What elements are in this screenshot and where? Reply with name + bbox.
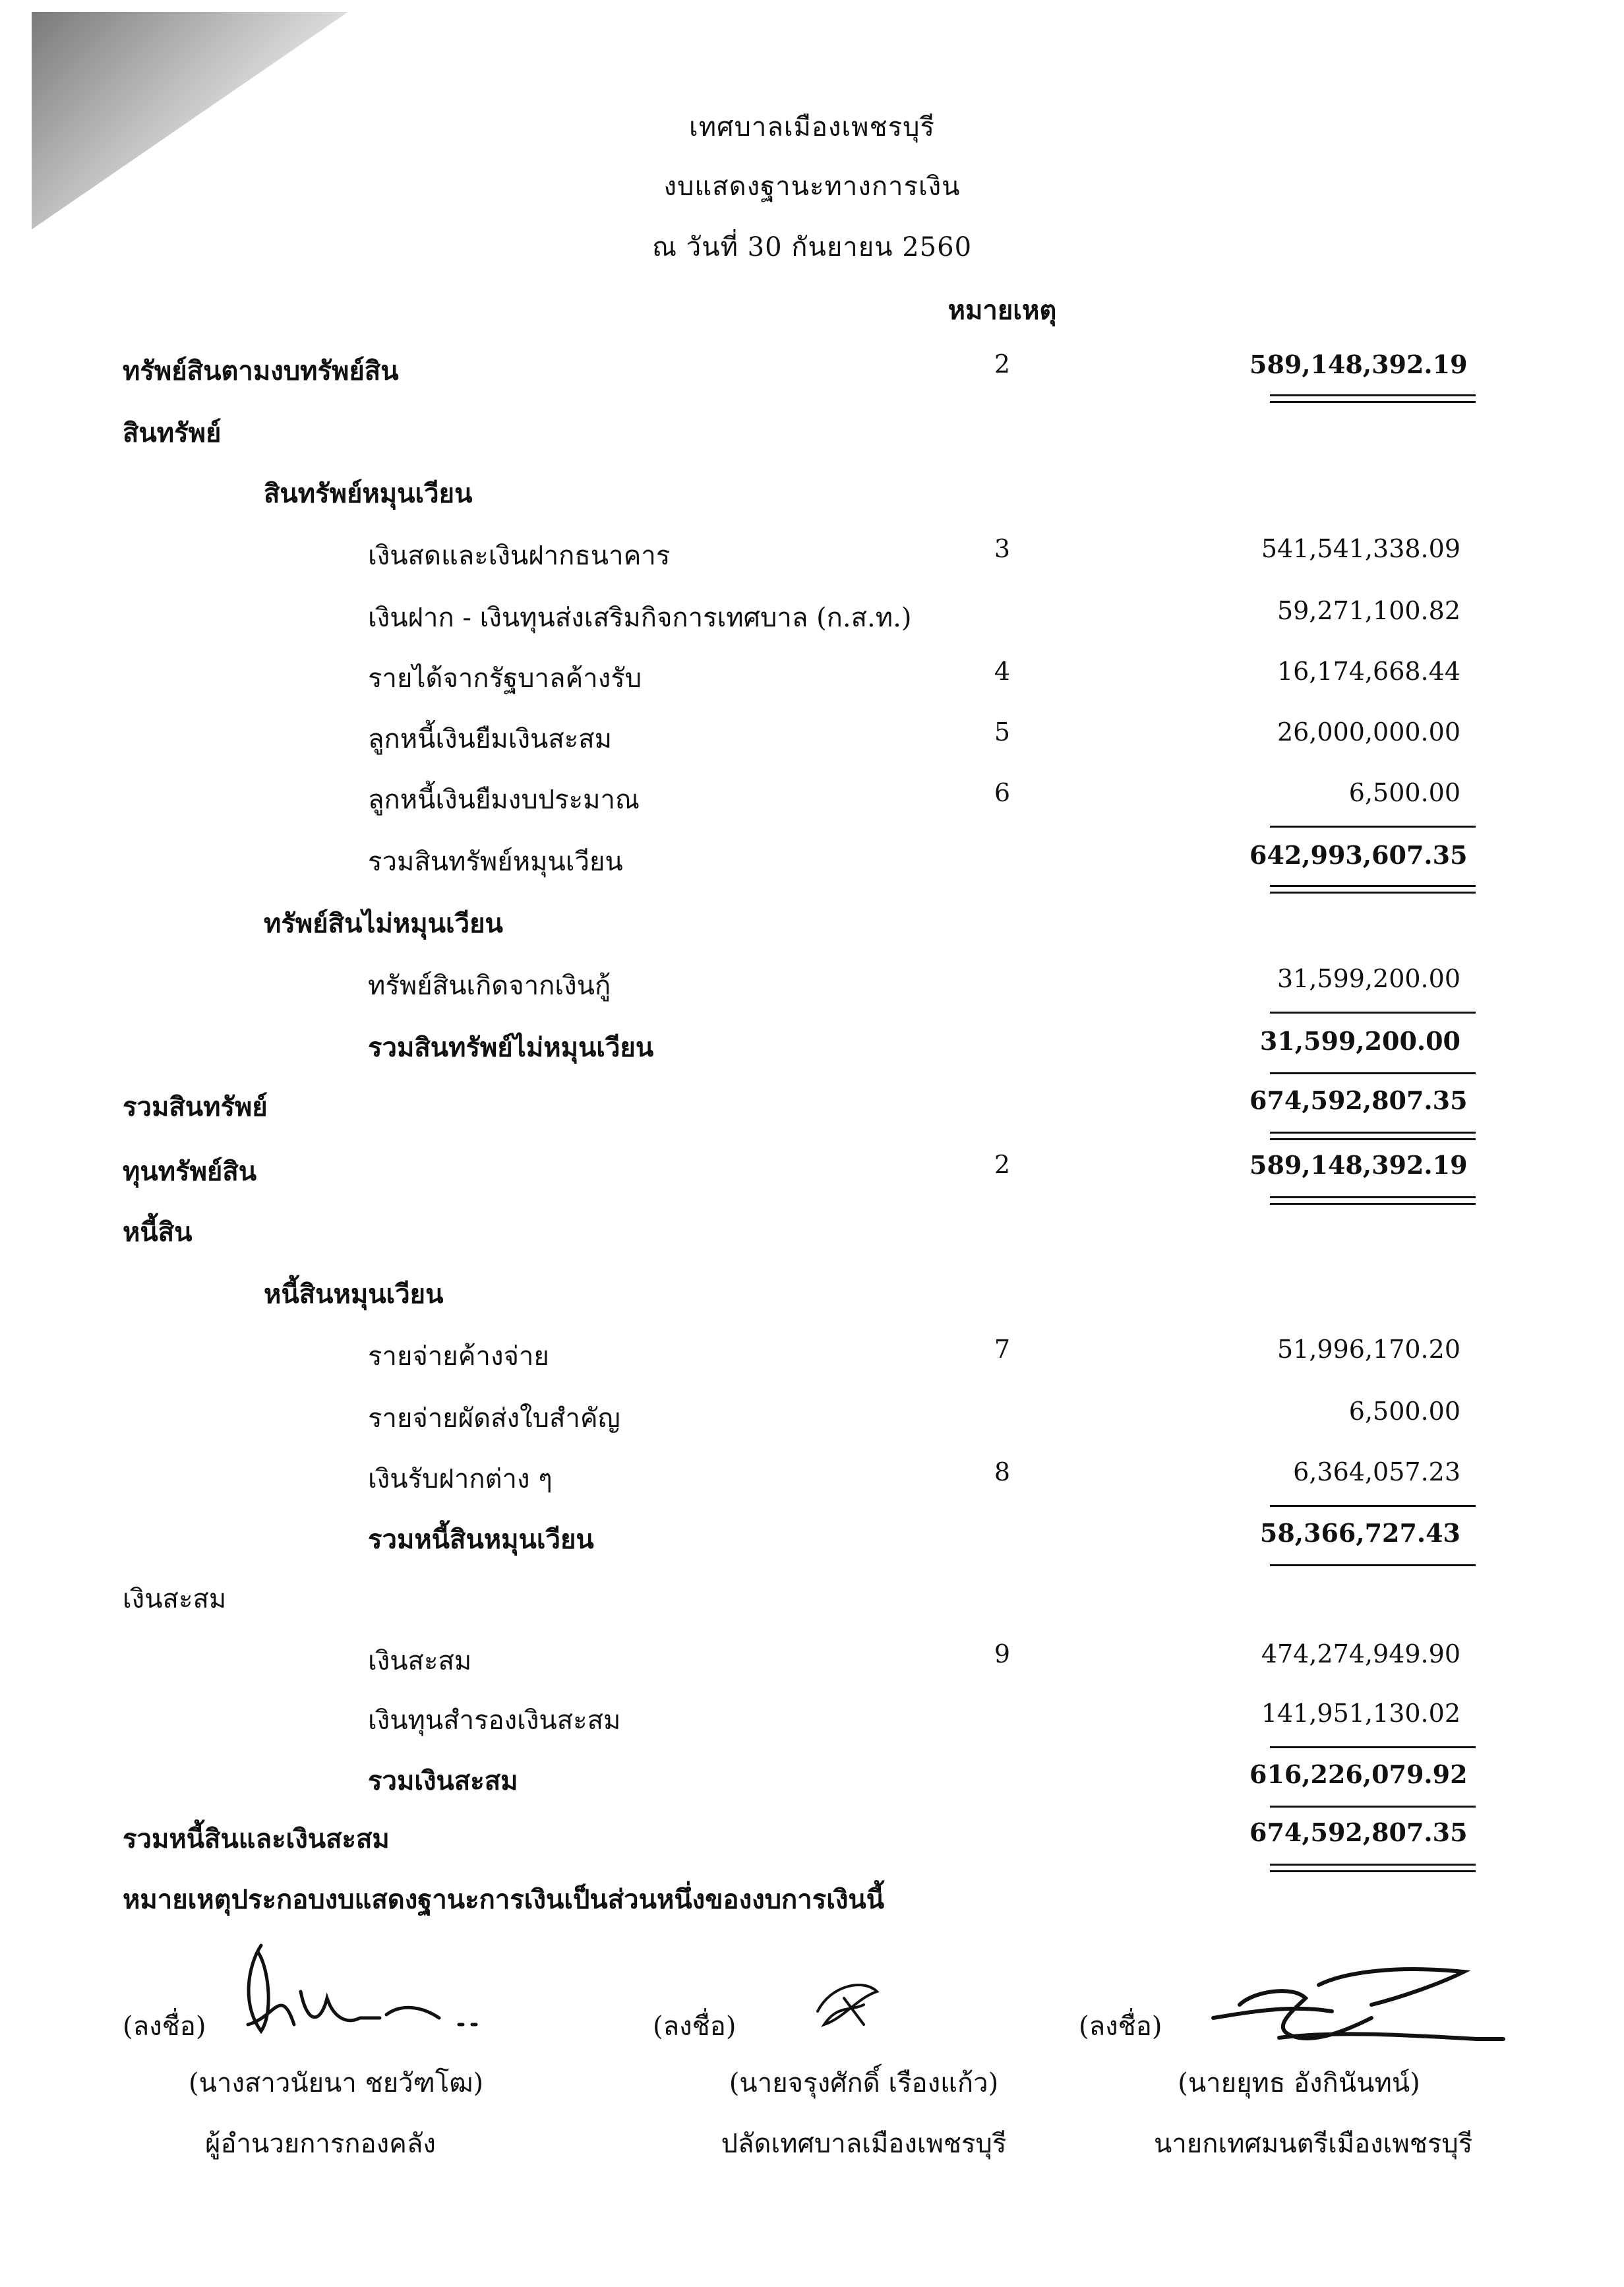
row-note: 6 [994,778,1011,807]
row-amount: 589,148,392.19 [1249,350,1468,379]
row-amount: 31,599,200.00 [1259,1026,1460,1056]
row-label: รายได้จากรัฐบาลค้างรับ [368,663,642,694]
row-amount: 474,274,949.90 [1261,1639,1460,1668]
row-amount: 642,993,607.35 [1249,840,1468,870]
double-rule [1270,885,1476,887]
row-label: รวมสินทรัพย์ไม่หมุนเวียน [368,1032,654,1063]
single-rule [1270,1505,1476,1507]
statement-row [0,1639,1624,1679]
footer-note: หมายเหตุประกอบงบแสดงฐานะการเงินเป็นส่วนหนึ่งของงบการเงินนี้ [123,1884,885,1915]
statement-row-total-noncurrent [0,1026,1624,1066]
row-amount: 6,500.00 [1348,778,1460,807]
row-label: ทรัพย์สินเกิดจากเงินกู้ [368,971,611,1001]
row-label: รายจ่ายผัดส่งใบสำคัญ [368,1403,620,1434]
statement-row-property-capital [0,1150,1624,1190]
statement-section-assets [0,412,1624,451]
signatory-name: (นายยุทธ อังกินันทน์) [1178,2068,1420,2098]
row-label: เงินสดและเงินฝากธนาคาร [368,541,671,571]
document-title: งบแสดงฐานะทางการเงิน [663,171,961,202]
statement-row [0,778,1624,818]
row-amount: 6,364,057.23 [1293,1457,1460,1486]
row-note: 2 [994,350,1011,379]
row-label: ลูกหนี้เงินยืมเงินสะสม [368,724,613,754]
statement-row [0,1699,1624,1738]
signatory-name: (นายจรุงศักดิ์ เรืองแก้ว) [729,2068,999,2098]
statement-section-liabilities [0,1211,1624,1250]
row-note: 8 [994,1457,1011,1486]
statement-section-current-assets [0,472,1624,512]
row-label: สินทรัพย์ [123,417,222,448]
row-label: รวมหนี้สินหมุนเวียน [368,1524,594,1555]
double-rule [1270,1870,1476,1872]
row-label: ทรัพย์สินตามงบทรัพย์สิน [123,355,399,386]
row-amount: 141,951,130.02 [1261,1699,1460,1728]
signature-block-finance-director [123,1926,545,2163]
row-label: สินทรัพย์หมุนเวียน [264,478,473,509]
statement-section-accumulated-funds [0,1577,1624,1617]
row-label: รวมหนี้สินและเงินสะสม [123,1823,390,1854]
statement-section-noncurrent [0,902,1624,942]
sign-label: (ลงชื่อ) [1079,2011,1162,2042]
signature-block-municipal-clerk [653,1926,1075,2163]
note-column-header: หมายเหตุ [947,295,1057,326]
double-rule [1270,401,1476,403]
statement-date: ณ วันที่ 30 กันยายน 2560 [651,232,973,262]
row-label: รายจ่ายค้างจ่าย [368,1341,549,1372]
row-label: รวมเงินสะสม [368,1765,518,1796]
signatory-title: ปลัดเทศบาลเมืองเพชรบุรี [721,2129,1007,2159]
row-note: 4 [994,657,1011,686]
single-rule [1270,1072,1476,1074]
double-rule [1270,1132,1476,1134]
single-rule [1270,1746,1476,1748]
single-rule [1270,1806,1476,1808]
handwritten-signature [222,1926,564,2044]
row-label: เงินสะสม [368,1646,472,1676]
row-label: เงินสะสม [123,1584,227,1614]
signatory-title: นายกเทศมนตรีเมืองเพชรบุรี [1154,2129,1473,2159]
row-amount: 26,000,000.00 [1277,717,1460,747]
row-note: 3 [994,534,1011,563]
statement-row [0,1335,1624,1374]
row-label: เงินฝาก - เงินทุนส่งเสริมกิจการเทศบาล (ก.ส.ท.) [368,603,912,633]
row-label: ทุนทรัพย์สิน [123,1156,257,1187]
row-label: ลูกหนี้เงินยืมงบประมาณ [368,785,640,815]
double-rule [1270,1196,1476,1198]
single-rule [1270,1564,1476,1566]
double-rule [1270,1203,1476,1205]
row-amount: 59,271,100.82 [1277,596,1460,625]
row-note: 9 [994,1639,1011,1668]
statement-row [0,657,1624,696]
row-label: เงินทุนสำรองเงินสะสม [368,1705,621,1736]
sign-label: (ลงชื่อ) [123,2011,206,2042]
double-rule [1270,892,1476,894]
signatory-title: ผู้อำนวยการกองคลัง [205,2129,436,2159]
row-amount: 541,541,338.09 [1261,534,1460,563]
statement-row-total-liabilities-and-funds [0,1817,1624,1857]
statement-section-current-liabilities [0,1273,1624,1312]
row-label: รวมสินทรัพย์ [123,1091,268,1122]
row-amount: 58,366,727.43 [1259,1518,1460,1548]
statement-row-total-current-assets [0,840,1624,880]
row-amount: 674,592,807.35 [1249,1817,1468,1847]
row-amount: 674,592,807.35 [1249,1085,1468,1115]
row-label: ทรัพย์สินไม่หมุนเวียน [264,908,503,939]
row-amount: 51,996,170.20 [1277,1335,1460,1364]
row-note: 7 [994,1335,1011,1364]
handwritten-signature [1200,1959,1517,2058]
row-note: 2 [994,1150,1011,1179]
row-label: เงินรับฝากต่าง ๆ [368,1464,553,1494]
statement-row-total-current-liabilities [0,1518,1624,1558]
row-label: หนี้สินหมุนเวียน [264,1279,444,1310]
statement-row-total-accumulated-funds [0,1759,1624,1799]
single-rule [1270,826,1476,828]
statement-row [0,596,1624,636]
org-name: เทศบาลเมืองเพชรบุรี [689,112,935,142]
double-rule [1270,1864,1476,1866]
row-amount: 589,148,392.19 [1249,1150,1468,1180]
statement-row-property-per-statement [0,350,1624,389]
double-rule [1270,1138,1476,1140]
row-label: รวมสินทรัพย์หมุนเวียน [368,847,623,877]
row-amount: 616,226,079.92 [1249,1759,1468,1789]
statement-row [0,717,1624,757]
row-label: หนี้สิน [123,1217,193,1248]
single-rule [1270,1012,1476,1014]
double-rule [1270,394,1476,396]
row-amount: 31,599,200.00 [1277,964,1460,993]
row-amount: 6,500.00 [1348,1397,1460,1426]
sign-label: (ลงชื่อ) [653,2011,737,2042]
row-note: 5 [994,717,1011,747]
statement-row [0,1397,1624,1436]
signatory-name: (นางสาวนัยนา ชยวัฑโฒ) [189,2068,484,2098]
signature-block-mayor [1075,1926,1549,2163]
statement-row [0,534,1624,574]
statement-row [0,964,1624,1004]
handwritten-signature [804,1965,897,2038]
statement-row-total-assets [0,1085,1624,1125]
row-amount: 16,174,668.44 [1277,657,1460,686]
statement-row [0,1457,1624,1497]
